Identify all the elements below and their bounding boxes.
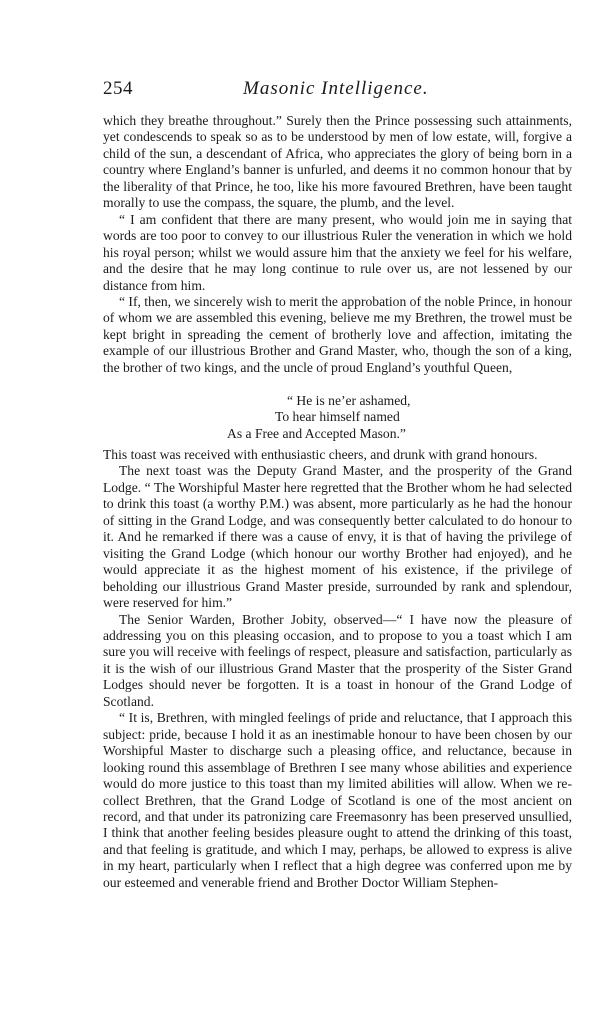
text-block-after-verse <box>103 447 572 891</box>
text-block-before-verse <box>103 113 572 376</box>
verse-line: “ He is ne’er ashamed, <box>287 393 411 408</box>
paragraph: This toast was received with enthusiastic cheers, and drunk with grand honours. <box>103 447 538 462</box>
paragraph: The Senior Warden, Brother Jobity, observed—“ I have now the pleasure of addressing you on this pleasing occasion, and to propose to you a toast which I am sure you will receive with feelings of respect, pleasure and satisfaction, particularly as it is the wish of our illustrious Grand Master that the prosperity of the Sister Grand Lodges should never be forgotten. It is a toast in honour of the Grand Lodge of Scotland. <box>103 611 572 709</box>
page-header <box>103 78 575 104</box>
verse-line: As a Free and Accepted Mason.” <box>227 425 406 441</box>
verse-line: To hear himself named <box>275 409 400 425</box>
paragraph: The next toast was the Deputy Grand Master, and the prosperity of the Grand Lodge. “ The Worshipful Master here regretted that the Brother whom he had selected to drink this toast (a worthy P.M.) was absent, more particularly as he had the honour of sitting in the Grand Lodge, and was consequently better calculated to do honour to it. And he remarked if there was a cause of envy, it is that of having the privilege of visiting the Grand Lodge (which honour our worthy Brother had enjoyed), and he would appreciate it as the highest moment of his existence, if the privilege of beholding our illustrious Grand Master preside, surrounded by rank and splendour, were reserved for him.” <box>103 463 572 611</box>
verse-quotation <box>103 393 572 442</box>
paragraph: “ It is, Brethren, with mingled feelings of pride and reluctance, that I approach this subject: pride, because I hold it as an inestimable honour to have been chosen by our Worshipful Master to discharge such a pleasing office, and reluctance, because in looking round this assemblage of Brethren I see many whose abilities and experience would do more justice to this toast than my limited abilities will allow. When we re-collect Brethren, that the Grand Lodge of Scotland is one of the most ancient on record, and that under its patronizing care Freemasonry has been preserved unsullied, I think that another feeling besides pleasure ought to attend the drinking of this toast, and that feeling is gratitude, and which I may, perhaps, be allowed to express is alive in my heart, particularly when I reflect that a high degree was conferred upon me by our esteemed and venerable friend and Brother Doctor William Stephen- <box>103 710 572 890</box>
paragraph: which they breathe throughout.” Surely then the Prince possessing such attainments, yet condescends to speak so as to be understood by men of low estate, will, forgive a child of the sun, a descendant of Africa, who appreciates the glory of being born in a country where England’s banner is unfurled, and deems it no common honour that by the liberality of that Prince, he too, like his more favoured Brethren, have been taught morally to use the compass, the square, the plumb, and the level. <box>103 113 572 211</box>
paragraph: “ I am confident that there are many present, who would join me in saying that words are too poor to convey to our illustrious Ruler the veneration in which we hold his royal person; whilst we would assure him that the anxiety we feel for his welfare, and the desire that he may long continue to rule over us, are not lessened by our distance from him. <box>103 211 572 293</box>
running-head: Masonic Intelligence. <box>243 78 429 99</box>
page-number: 254 <box>103 78 133 99</box>
paragraph: “ If, then, we sincerely wish to merit the approbation of the noble Prince, in honour of whom we are assembled this evening, believe me my Brethren, the trowel must be kept bright in spreading the cement of brotherly love and affection, imitating the example of our illustrious Brother and Grand Master, who, though the son of a king, the brother of two kings, and the uncle of proud England’s youthful Queen, <box>103 293 573 375</box>
